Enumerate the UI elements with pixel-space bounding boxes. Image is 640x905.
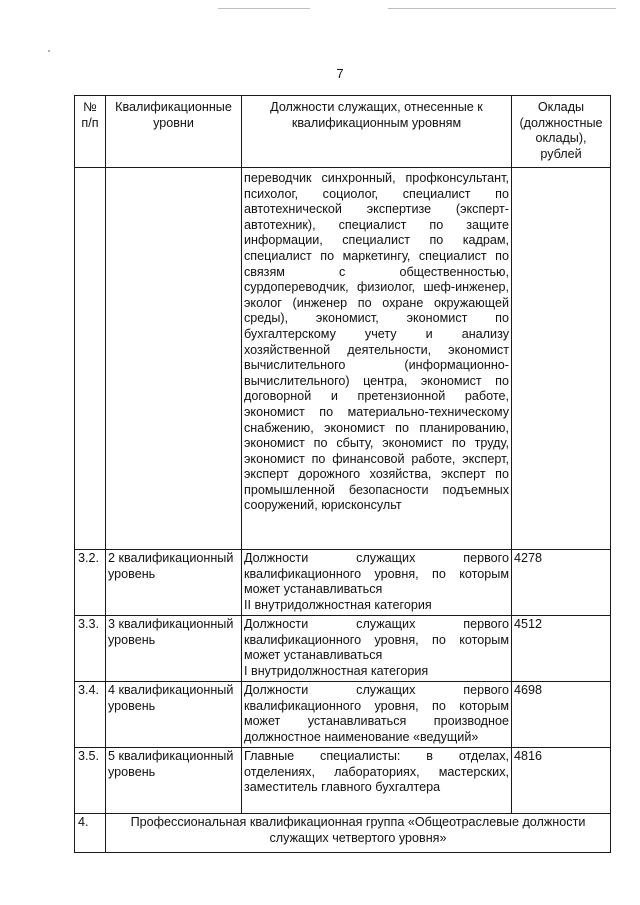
row-number-cell: 3.5. — [75, 748, 106, 814]
row-positions-cell: переводчик синхронный, профконсультант, психолог, социолог, специалист по автотехнической экспертизе (эксперт-автотехник), специалист по защите информации, специалист по кадрам, специалист по маркетингу, специалист по связям с общественностью, сурдопереводчик, физиолог, шеф-инженер, эколог (инженер по охране окружающей среды), экономист, экономист по бухгалтерскому учету и анализу хозяйственной деятельности, экономист вычислительного (информационно-вычислительного) центра, экономист по договорной и претензионной работе, экономист по материально-техническому снабжению, экономист по планированию, экономист по сбыту, экономист по труду, экономист по финансовой работе, эксперт, эксперт дорожного хозяйства, эксперт по промышленной безопасности подъемных сооружений, юрисконсульт — [242, 168, 512, 550]
row-positions-cell: Главные специалисты: в отделах, отделениях, лабораториях, мастерских, заместитель главного бухгалтера — [242, 748, 512, 814]
table-row — [75, 682, 611, 748]
scan-artifact-line — [388, 8, 616, 9]
positions-text: Должности служащих первого квалификационного уровня, по которым может устанавливаться — [244, 551, 509, 597]
row-salary-cell: 4816 — [512, 748, 611, 814]
page-number: 7 — [336, 66, 344, 81]
row-salary-cell: 4698 — [512, 682, 611, 748]
row-positions-cell: Должности служащих первого квалификационного уровня, по которым может устанавливаться производное должностное наименование «ведущий» — [242, 682, 512, 748]
table-row — [75, 748, 611, 814]
row-number-cell: 4. — [75, 814, 106, 853]
table-row — [75, 616, 611, 682]
header-positions: Должности служащих, отнесенные к квалификационным уровням — [242, 96, 512, 168]
row-level-cell: 5 квалификационный уровень — [106, 748, 242, 814]
table-row — [75, 550, 611, 616]
row-positions-cell — [242, 616, 512, 682]
row-level-cell: 2 квалификационный уровень — [106, 550, 242, 616]
positions-category: II внутридолжностная категория — [244, 597, 432, 612]
header-salary: Оклады (должностные оклады), рублей — [512, 96, 611, 168]
scan-artifact-dot — [48, 50, 50, 52]
row-level-cell — [106, 168, 242, 550]
table-header-row — [75, 96, 611, 168]
table-group-row — [75, 814, 611, 853]
positions-text: Должности служащих первого квалификационного уровня, по которым может устанавливаться — [244, 617, 509, 663]
positions-category: I внутридолжностная категория — [244, 663, 429, 678]
qualification-table — [74, 95, 611, 853]
table-row — [75, 168, 611, 550]
row-number-cell — [75, 168, 106, 550]
row-number-cell: 3.2. — [75, 550, 106, 616]
header-number: № п/п — [75, 96, 106, 168]
row-level-cell: 4 квалификационный уровень — [106, 682, 242, 748]
group-title-cell: Профессиональная квалификационная группа «Общеотраслевые должности служащих четвертого уровня» — [106, 814, 611, 853]
row-salary-cell: 4512 — [512, 616, 611, 682]
row-salary-cell: 4278 — [512, 550, 611, 616]
row-number-cell: 3.4. — [75, 682, 106, 748]
row-level-cell: 3 квалификационный уровень — [106, 616, 242, 682]
header-level: Квалификационные уровни — [106, 96, 242, 168]
row-number-cell: 3.3. — [75, 616, 106, 682]
scan-artifact-line — [218, 8, 310, 9]
row-positions-cell — [242, 550, 512, 616]
row-salary-cell — [512, 168, 611, 550]
